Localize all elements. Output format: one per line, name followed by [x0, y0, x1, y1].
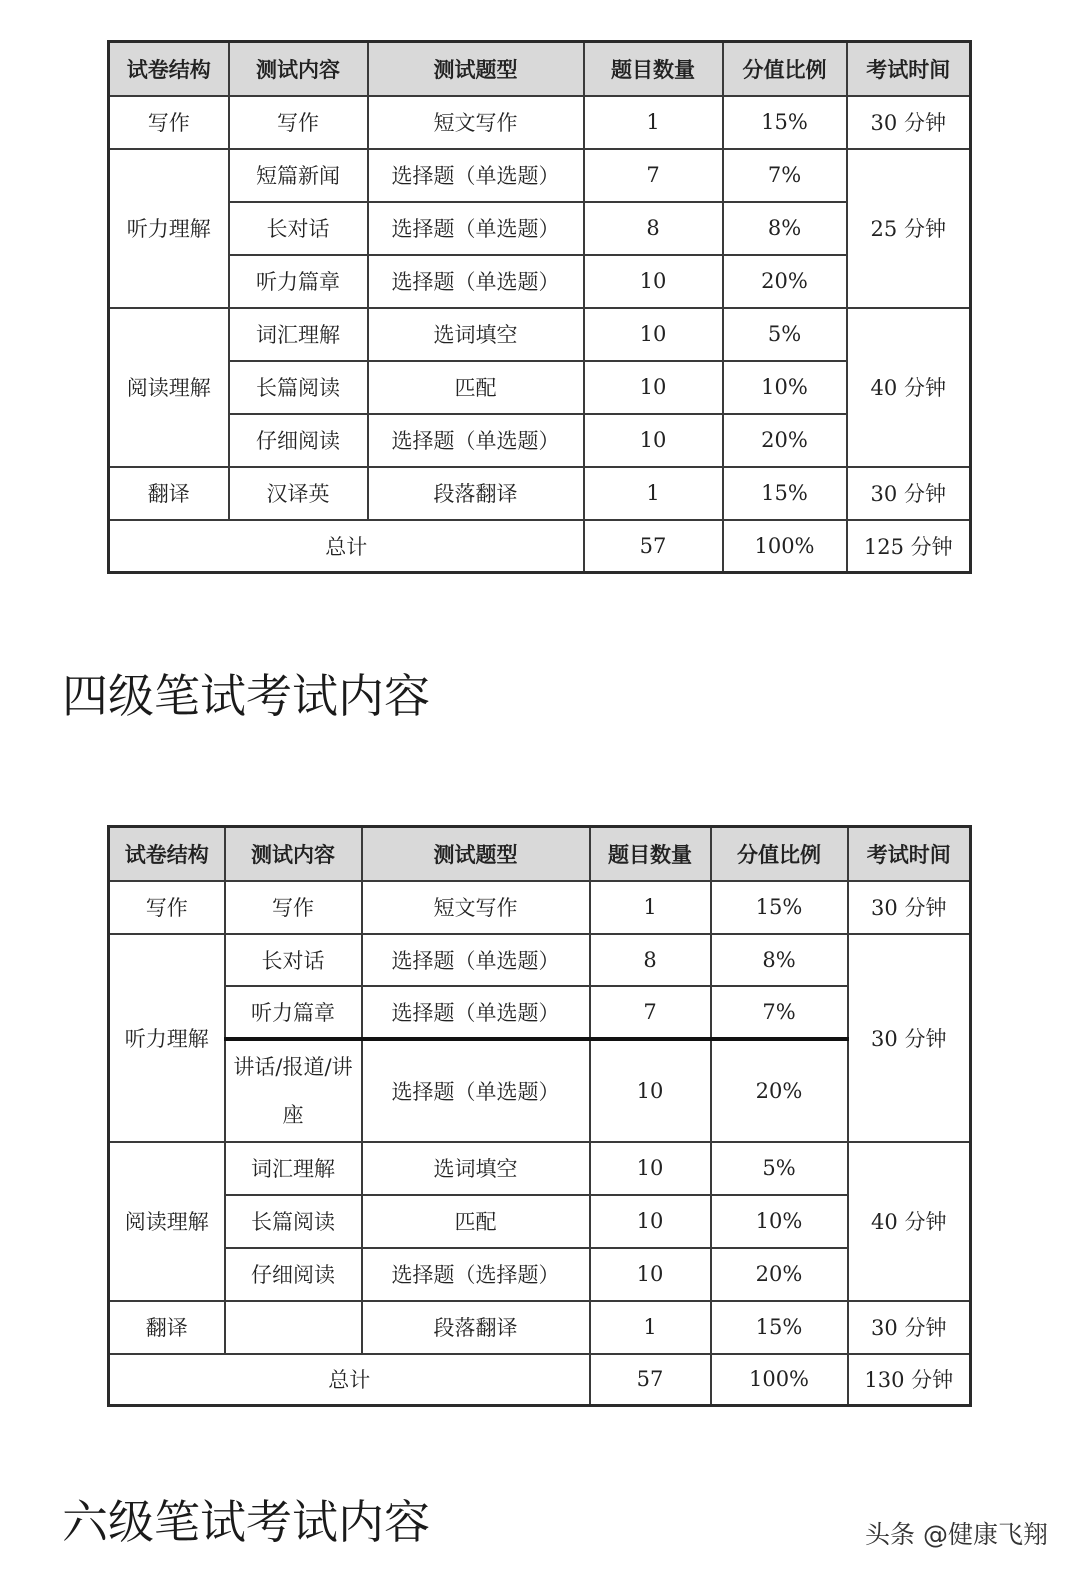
ratio-cell: 5%	[723, 308, 847, 361]
type-cell: 选择题（单选题）	[368, 414, 584, 467]
content-cell	[225, 1301, 362, 1354]
count-cell: 1	[584, 467, 723, 520]
content-cell: 词汇理解	[225, 1142, 362, 1195]
count-cell: 10	[584, 308, 723, 361]
type-cell: 选择题（选择题）	[362, 1248, 590, 1301]
total-ratio: 100%	[711, 1354, 848, 1406]
ratio-cell: 15%	[723, 467, 847, 520]
ratio-cell: 15%	[711, 881, 848, 934]
count-cell: 1	[584, 96, 723, 149]
total-row	[109, 520, 971, 573]
total-time: 130 分钟	[848, 1354, 971, 1406]
content-cell: 仔细阅读	[229, 414, 368, 467]
ratio-cell: 8%	[723, 202, 847, 255]
cet4-heading: 四级笔试考试内容	[62, 669, 430, 723]
count-cell: 7	[584, 149, 723, 202]
content-cell: 写作	[225, 881, 362, 934]
table-header-row	[109, 827, 971, 881]
total-row	[109, 1354, 971, 1406]
type-cell: 段落翻译	[368, 467, 584, 520]
total-count: 57	[584, 520, 723, 573]
cet4-exam-table	[107, 40, 972, 574]
type-cell: 短文写作	[368, 96, 584, 149]
section-cell: 阅读理解	[109, 1142, 225, 1301]
table-row	[109, 1142, 971, 1195]
section-cell: 听力理解	[109, 149, 229, 308]
table-row	[109, 255, 971, 308]
time-cell: 25 分钟	[847, 149, 971, 308]
content-cell: 长对话	[229, 202, 368, 255]
content-cell: 讲话/报道/讲座	[225, 1039, 362, 1142]
ratio-cell: 15%	[711, 1301, 848, 1354]
total-label: 总计	[109, 520, 584, 573]
time-cell: 30 分钟	[848, 881, 971, 934]
type-cell: 选择题（单选题）	[368, 149, 584, 202]
count-cell: 1	[590, 1301, 711, 1354]
content-cell: 听力篇章	[229, 255, 368, 308]
table-row	[109, 202, 971, 255]
count-cell: 10	[584, 414, 723, 467]
header-cell: 试卷结构	[109, 42, 229, 96]
table-row	[109, 1248, 971, 1301]
table-row	[109, 934, 971, 986]
ratio-cell: 8%	[711, 934, 848, 986]
table-row	[109, 361, 971, 414]
type-cell: 选词填空	[362, 1142, 590, 1195]
cet6-exam-table	[107, 825, 972, 1407]
type-cell: 选择题（单选题）	[362, 986, 590, 1039]
count-cell: 7	[590, 986, 711, 1039]
content-cell: 长篇阅读	[225, 1195, 362, 1248]
section-cell: 写作	[109, 881, 225, 934]
count-cell: 10	[590, 1142, 711, 1195]
content-cell: 写作	[229, 96, 368, 149]
header-cell: 试卷结构	[109, 827, 225, 881]
count-cell: 8	[584, 202, 723, 255]
count-cell: 10	[584, 255, 723, 308]
header-cell: 分值比例	[723, 42, 847, 96]
type-cell: 匹配	[368, 361, 584, 414]
ratio-cell: 20%	[723, 414, 847, 467]
section-cell: 翻译	[109, 1301, 225, 1354]
header-cell: 分值比例	[711, 827, 848, 881]
time-cell: 40 分钟	[848, 1142, 971, 1301]
ratio-cell: 10%	[711, 1195, 848, 1248]
header-cell: 考试时间	[847, 42, 971, 96]
header-cell: 题目数量	[590, 827, 711, 881]
section-cell: 写作	[109, 96, 229, 149]
ratio-cell: 20%	[723, 255, 847, 308]
ratio-cell: 7%	[711, 986, 848, 1039]
source-watermark: 头条 @健康飞翔	[865, 1520, 1048, 1549]
type-cell: 选择题（单选题）	[368, 255, 584, 308]
header-cell: 考试时间	[848, 827, 971, 881]
content-cell: 短篇新闻	[229, 149, 368, 202]
content-cell: 汉译英	[229, 467, 368, 520]
table-row	[109, 1039, 971, 1142]
table-row	[109, 1195, 971, 1248]
content-cell: 长篇阅读	[229, 361, 368, 414]
count-cell: 8	[590, 934, 711, 986]
total-time: 125 分钟	[847, 520, 971, 573]
ratio-cell: 20%	[711, 1248, 848, 1301]
header-cell: 测试内容	[229, 42, 368, 96]
type-cell: 选择题（单选题）	[362, 1039, 590, 1142]
ratio-cell: 20%	[711, 1039, 848, 1142]
total-ratio: 100%	[723, 520, 847, 573]
table-row	[109, 414, 971, 467]
table-row	[109, 149, 971, 202]
ratio-cell: 5%	[711, 1142, 848, 1195]
table-row	[109, 1301, 971, 1354]
content-cell: 词汇理解	[229, 308, 368, 361]
count-cell: 10	[590, 1039, 711, 1142]
type-cell: 选择题（单选题）	[368, 202, 584, 255]
table-row	[109, 986, 971, 1039]
total-label: 总计	[109, 1354, 590, 1406]
content-cell: 听力篇章	[225, 986, 362, 1039]
total-count: 57	[590, 1354, 711, 1406]
table-row	[109, 467, 971, 520]
count-cell: 1	[590, 881, 711, 934]
type-cell: 短文写作	[362, 881, 590, 934]
table-row	[109, 308, 971, 361]
header-cell: 测试题型	[362, 827, 590, 881]
time-cell: 30 分钟	[848, 934, 971, 1142]
table-row	[109, 96, 971, 149]
header-cell: 测试内容	[225, 827, 362, 881]
table-header-row	[109, 42, 971, 96]
time-cell: 30 分钟	[847, 96, 971, 149]
section-cell: 翻译	[109, 467, 229, 520]
ratio-cell: 15%	[723, 96, 847, 149]
cet6-heading: 六级笔试考试内容	[62, 1495, 430, 1549]
time-cell: 30 分钟	[847, 467, 971, 520]
ratio-cell: 7%	[723, 149, 847, 202]
content-cell: 仔细阅读	[225, 1248, 362, 1301]
type-cell: 匹配	[362, 1195, 590, 1248]
type-cell: 选词填空	[368, 308, 584, 361]
header-cell: 题目数量	[584, 42, 723, 96]
count-cell: 10	[590, 1195, 711, 1248]
section-cell: 阅读理解	[109, 308, 229, 467]
content-cell: 长对话	[225, 934, 362, 986]
type-cell: 段落翻译	[362, 1301, 590, 1354]
header-cell: 测试题型	[368, 42, 584, 96]
time-cell: 40 分钟	[847, 308, 971, 467]
table-row	[109, 881, 971, 934]
count-cell: 10	[590, 1248, 711, 1301]
type-cell: 选择题（单选题）	[362, 934, 590, 986]
time-cell: 30 分钟	[848, 1301, 971, 1354]
ratio-cell: 10%	[723, 361, 847, 414]
section-cell: 听力理解	[109, 934, 225, 1142]
count-cell: 10	[584, 361, 723, 414]
